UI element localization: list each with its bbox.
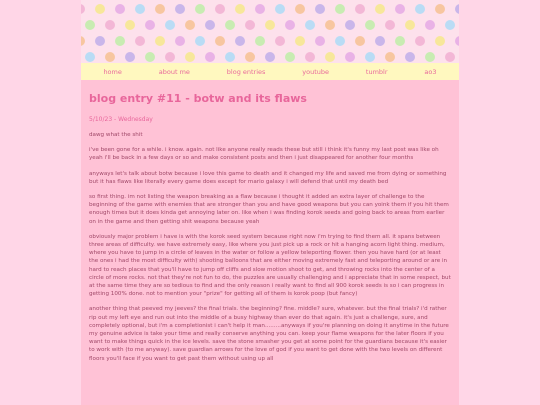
polka-dot (85, 20, 95, 30)
polka-dot (435, 36, 445, 46)
polka-dot (425, 20, 435, 30)
polka-dot (325, 52, 335, 62)
post-paragraph: dawg what the shit (89, 132, 143, 138)
polka-dot (365, 20, 375, 30)
polka-dot (415, 36, 425, 46)
polka-dot (305, 20, 315, 30)
polka-dot (145, 52, 155, 62)
polka-dot (165, 20, 175, 30)
polka-dot (81, 4, 85, 14)
polka-dot (375, 4, 385, 14)
polka-dot (405, 52, 415, 62)
polka-dot (215, 36, 225, 46)
polka-dot (115, 36, 125, 46)
polka-dot (125, 52, 135, 62)
polka-dot (145, 20, 155, 30)
nav-about-me[interactable]: about me (158, 67, 190, 76)
polka-dot (345, 20, 355, 30)
polka-dot (435, 4, 445, 14)
polka-dot (265, 52, 275, 62)
polka-dot (185, 52, 195, 62)
nav-ao3[interactable]: ao3 (424, 67, 437, 76)
polka-dot (335, 4, 345, 14)
polka-dot (205, 20, 215, 30)
polka-dot (165, 52, 175, 62)
polka-dot (125, 20, 135, 30)
polka-dot-banner (81, 0, 459, 63)
polka-dot (395, 36, 405, 46)
nav-bar (81, 63, 459, 80)
polka-dot (95, 4, 105, 14)
polka-dot (285, 20, 295, 30)
polka-dot (245, 52, 255, 62)
polka-dot (455, 4, 459, 14)
nav-home[interactable]: home (103, 67, 122, 76)
polka-dot (255, 36, 265, 46)
blog-post (81, 80, 459, 405)
polka-dot (455, 36, 459, 46)
polka-dot (335, 36, 345, 46)
polka-dot (155, 36, 165, 46)
polka-dot (345, 52, 355, 62)
post-paragraph: anyways let's talk about botw because i love this game to death and it changed my life and saved me from dying or something but it has flaws like literally every game does except for mario galaxy i will defend that until my death bed (89, 170, 447, 185)
polka-dot (135, 36, 145, 46)
post-date: 5/10/23 - Wednesday (89, 116, 153, 123)
polka-dot (265, 20, 275, 30)
polka-dot (195, 4, 205, 14)
polka-dot (355, 4, 365, 14)
polka-dot (395, 4, 405, 14)
nav-youtube[interactable]: youtube (302, 67, 330, 76)
polka-dot (315, 36, 325, 46)
post-paragraph: obviously major problem i have is with the korok seed system because right now i'm trying to find them all. it spans between three areas of difficulty. we have extremely easy, like where you just pick up a rock or hit a hanging acorn light thing. medium, where you have to jump in a circle of leaves in the water or follow a yellow teleporting flower. then you have hard (or at least the ones i had the most difficulty with) shooting balloons that are either moving extremely fast and teleporting around or are in hard to reach places that you'll have to jump off cliffs and slow motion shoot to get, and throwing rocks into the center of a circle of more rocks. not that they're not fun to do, the puzzles are usually challenging and i appreciate that in some respect, but at the same time they are so tedious to find and the only reason i really want to find all 900 korok seeds is so i can progress in getting 100% done. not to mention your "prize" for getting all of them is korok poop (but fancy) (89, 233, 451, 298)
polka-dot (445, 20, 455, 30)
polka-dot (205, 52, 215, 62)
polka-dot (375, 36, 385, 46)
polka-dot (275, 36, 285, 46)
polka-dot (105, 52, 115, 62)
polka-dot (385, 52, 395, 62)
polka-dot (235, 4, 245, 14)
polka-dot (175, 36, 185, 46)
polka-dot (105, 20, 115, 30)
polka-dot (445, 52, 455, 62)
polka-dot (285, 52, 295, 62)
polka-dot (295, 4, 305, 14)
polka-dot (81, 36, 85, 46)
polka-dot (385, 20, 395, 30)
polka-dot (425, 52, 435, 62)
polka-dot (245, 20, 255, 30)
polka-dot (325, 20, 335, 30)
polka-dot (115, 4, 125, 14)
polka-dot (275, 4, 285, 14)
site-container (81, 0, 459, 405)
polka-dot (185, 20, 195, 30)
polka-dot (235, 36, 245, 46)
polka-dot (315, 4, 325, 14)
post-paragraph: another thing that peeved my jeeves? the final trials. the beginning? fine. middle? sure, whatever. but the final trials? i'd rather rip out my left eye and run out into the middle of a busy highway than ever do that again. it's just a challenge, sure, and completely optional, but i'm a completionist i can't help it man.........anyways if you're planning on doing it anytime in the future my genuine advice is take your time and really conserve anything you can. keep your flame weapons for the later floors if you want to make things quick in the ice levels. save the stone smasher you get at some point for the guardians because it's easier to work with (to me anyway). save guardian arrows for the love of god if you want to get done with the two levels on different floors you'll face if you want to get past them without using up all (89, 306, 449, 362)
polka-dot (95, 36, 105, 46)
polka-dot (295, 36, 305, 46)
polka-dot (365, 52, 375, 62)
polka-dot (225, 20, 235, 30)
polka-dot (85, 52, 95, 62)
polka-dot (405, 20, 415, 30)
polka-dot (225, 52, 235, 62)
polka-dot (355, 36, 365, 46)
polka-dot (215, 4, 225, 14)
polka-dot (155, 4, 165, 14)
polka-dot (305, 52, 315, 62)
nav-tumblr[interactable]: tumblr (365, 67, 388, 76)
page-background-right (459, 0, 540, 405)
nav-blog-entries[interactable]: blog entries (226, 67, 266, 76)
post-paragraph: so first thing. im not listing the weapon breaking as a flaw because i thought it added an extra layer of challenge to the beginning of the game with enemies that are stronger than you and have good weapons but you can yoink them if you hit them enough times but it does kinda get annoying later on. like when i was finding korok seeds and going back to areas from earlier on in the game and then getting shit weapons because yeah (89, 194, 449, 225)
polka-dot (415, 4, 425, 14)
polka-dot (255, 4, 265, 14)
polka-dot (195, 36, 205, 46)
polka-dot (175, 4, 185, 14)
post-title: blog entry #11 - botw and its flaws (89, 92, 307, 105)
post-paragraph: i've been gone for a while. i know. again. not like anyone really reads these but still i think it's funny my last post was like oh yeah i'll be back in a few days or so and make consistent posts and then i just disappeared for another four months (89, 147, 439, 162)
polka-dot (135, 4, 145, 14)
page-background-left (0, 0, 81, 405)
